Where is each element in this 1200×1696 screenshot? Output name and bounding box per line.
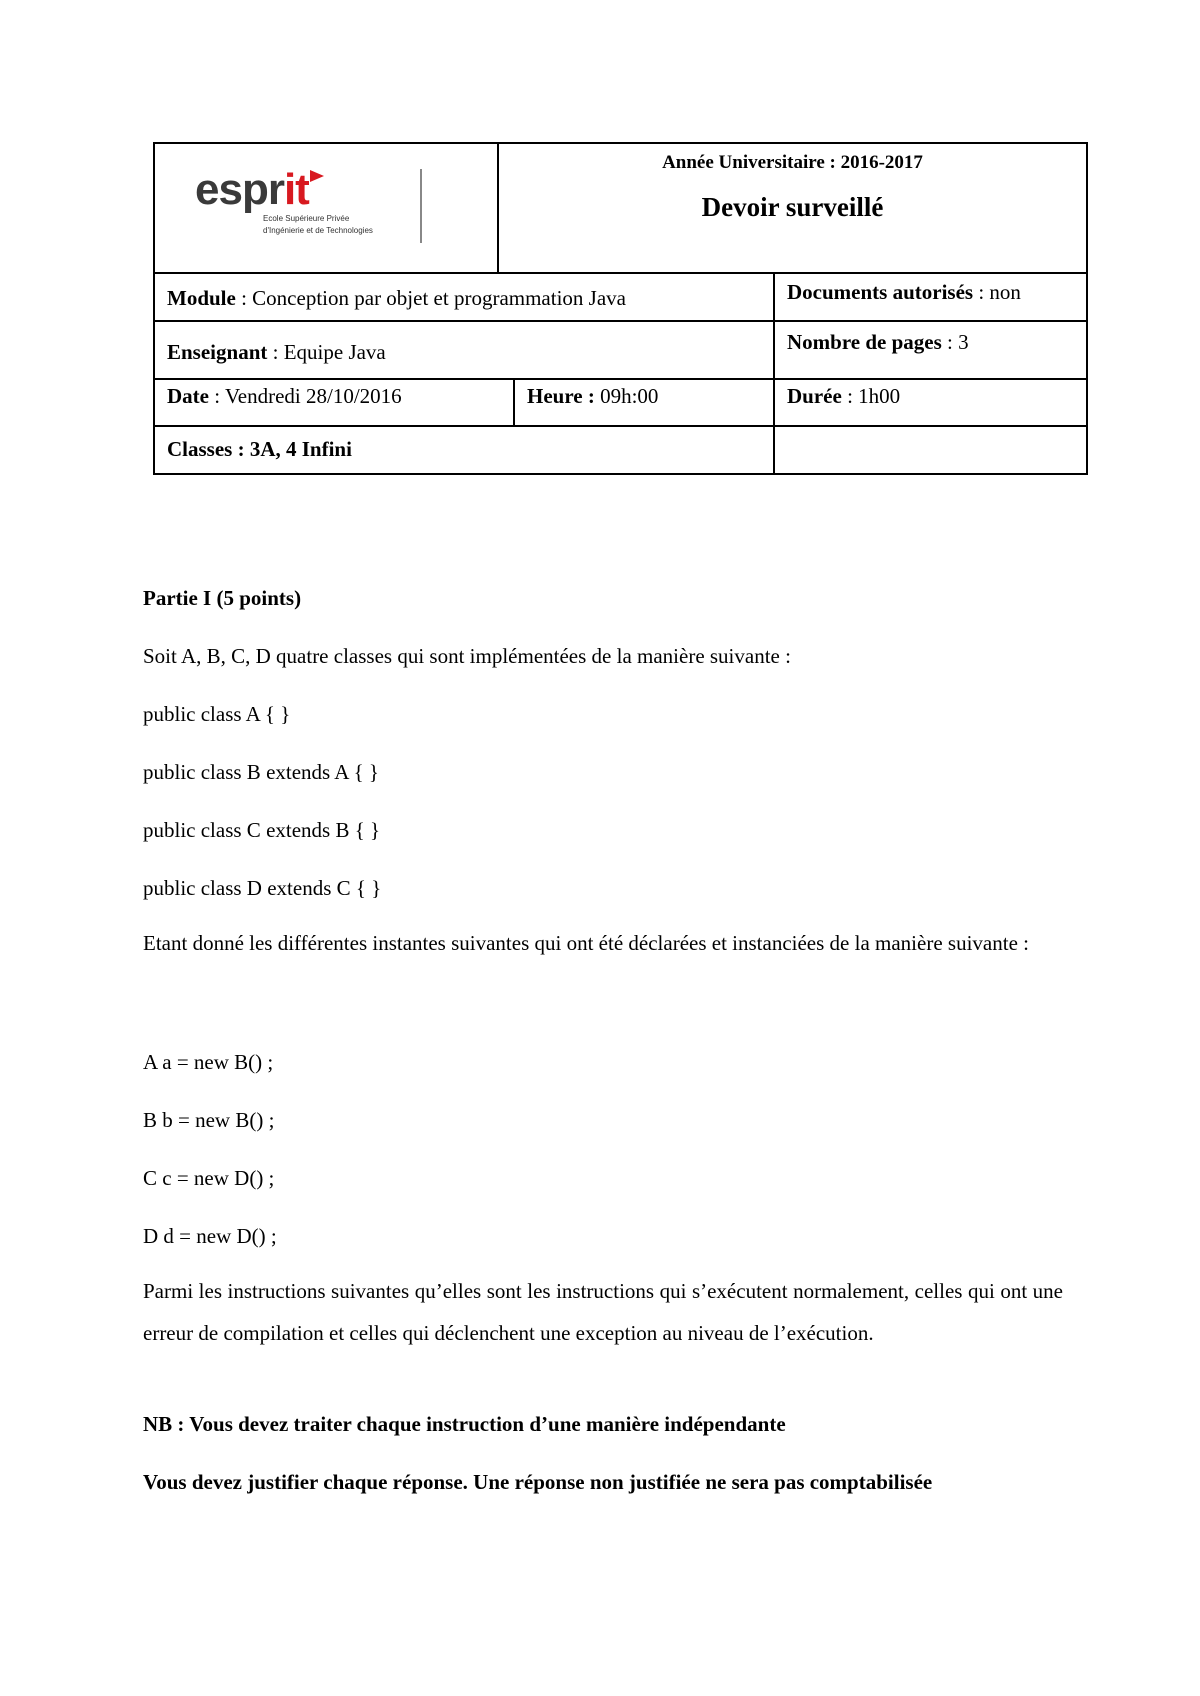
academic-year [511, 152, 1074, 174]
partie-title: Partie I (5 points) [143, 586, 302, 610]
logo-cell [155, 144, 497, 272]
exam-title: Devoir surveillé [701, 192, 884, 222]
code-class-b: public class B extends A { } [143, 760, 379, 784]
teacher-value: : Equipe Java [267, 340, 386, 364]
logo-brand-accent: it [283, 165, 309, 214]
code-class-d: public class D extends C { } [143, 876, 382, 900]
date-value: : Vendredi 28/10/2016 [208, 384, 402, 408]
logo-brand-main: espr [195, 165, 284, 214]
academic-year-value: 2016-2017 [840, 152, 923, 173]
documents-value: : non [973, 280, 1021, 304]
logo-divider [420, 169, 422, 243]
duration-label: Durée [787, 384, 842, 408]
duration-value: : 1h00 [841, 384, 901, 408]
code-instance-c: C c = new D() ; [143, 1166, 275, 1190]
flag-icon [310, 170, 324, 182]
pages-value: : 3 [941, 330, 969, 354]
intro-text: Soit A, B, C, D quatre classes qui sont implémentées de la manière suivante : [143, 644, 791, 668]
pages-cell [773, 322, 1086, 378]
time-label: Heure : [527, 384, 595, 408]
header-row-3 [155, 320, 1086, 378]
date-label: Date [167, 384, 209, 408]
empty-cell [773, 427, 1086, 473]
time-value: 09h:00 [594, 384, 659, 408]
module-label: Module [167, 286, 236, 310]
documents-label: Documents autorisés [787, 280, 974, 304]
code-instance-b: B b = new B() ; [143, 1108, 275, 1132]
duration-cell [773, 380, 1086, 425]
pages-label: Nombre de pages [787, 330, 942, 354]
instances-intro: Etant donné les différentes instantes suivantes qui ont été déclarées et instanciées de la manière suivante : [143, 931, 1029, 955]
module-cell [155, 274, 773, 320]
teacher-label: Enseignant [167, 340, 268, 364]
code-class-c: public class C extends B { } [143, 818, 381, 842]
time-cell [513, 380, 773, 425]
teacher-cell [155, 322, 773, 378]
exam-header-table [153, 142, 1088, 475]
header-row-2 [155, 272, 1086, 320]
code-instance-d: D d = new D() ; [143, 1224, 277, 1248]
module-value: : Conception par objet et programmation Java [235, 286, 626, 310]
code-class-a: public class A { } [143, 702, 291, 726]
documents-cell [773, 274, 1086, 320]
logo-subtitle-1: Ecole Supérieure Privée [263, 214, 350, 223]
header-row-5 [155, 425, 1086, 473]
classes-text: Classes : 3A, 4 Infini [167, 437, 352, 461]
date-cell [155, 380, 513, 425]
classes-cell [155, 427, 773, 473]
nb-note: NB : Vous devez traiter chaque instruction d’une manière indépendante [143, 1412, 786, 1436]
title-cell [497, 144, 1086, 272]
header-row-1 [155, 144, 1086, 272]
header-row-4 [155, 378, 1086, 425]
logo-subtitle-2: d'Ingénierie et de Technologies [263, 226, 373, 235]
esprit-logo [195, 165, 373, 236]
academic-year-label: Année Universitaire : [662, 152, 836, 173]
logo-wordmark [195, 165, 373, 214]
justify-note: Vous devez justifier chaque réponse. Une réponse non justifiée ne sera pas comptabilisée [143, 1470, 933, 1494]
code-instance-a: A a = new B() ; [143, 1050, 274, 1074]
question-text: Parmi les instructions suivantes qu’elles sont les instructions qui s’exécutent normalement, celles qui ont une erreur de compilation et celles qui déclenchent une exception au niveau de l’exécution. [143, 1279, 1063, 1345]
